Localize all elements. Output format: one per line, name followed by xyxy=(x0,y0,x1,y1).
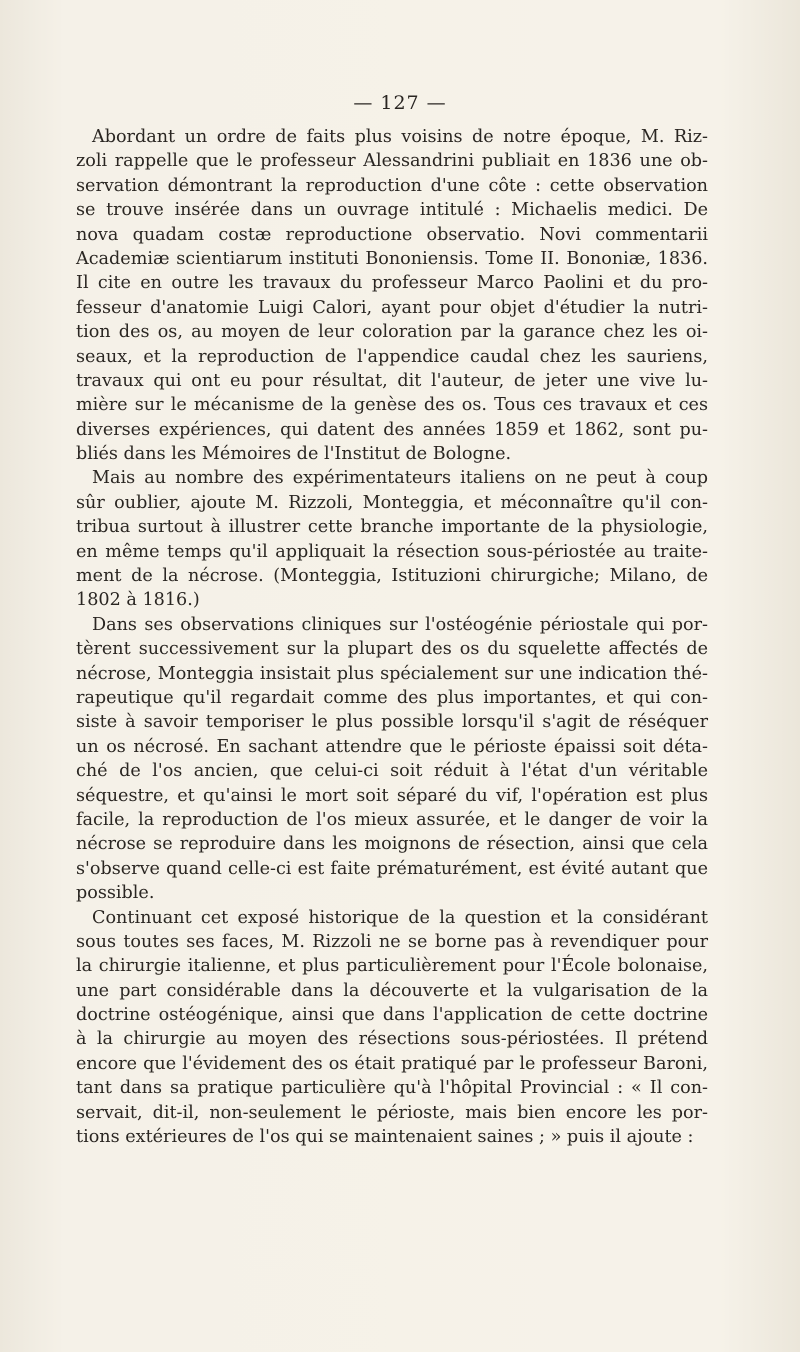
text-line: Continuant cet exposé historique de la question et la considérant xyxy=(92,907,708,928)
text-line: sûr oublier, ajoute M. Rizzoli, Monteggia, et méconnaître qu'il con- xyxy=(76,492,708,513)
text-line: en même temps qu'il appliquait la résection sous-périostée au traite- xyxy=(76,541,708,562)
text-line: bliés dans les Mémoires de l'Institut de Bologne. xyxy=(76,444,512,465)
paragraph xyxy=(76,466,708,612)
text-line: facile, la reproduction de l'os mieux assurée, et le danger de voir la xyxy=(76,809,708,830)
text-line: doctrine ostéogénique, ainsi que dans l'application de cette doctrine xyxy=(76,1005,708,1026)
paragraph xyxy=(76,906,708,1150)
text-line: possible. xyxy=(76,883,155,904)
text-line: encore que l'évidement des os était pratiqué par le professeur Baroni, xyxy=(76,1053,708,1074)
text-line: Mais au nombre des expérimentateurs italiens on ne peut à coup xyxy=(92,468,708,489)
text-line: séquestre, et qu'ainsi le mort soit séparé du vif, l'opération est plus xyxy=(76,785,708,806)
text-line: fesseur d'anatomie Luigi Calori, ayant pour objet d'étudier la nutri- xyxy=(76,297,708,318)
text-line: se trouve insérée dans un ouvrage intitulé : Michaelis medici. De xyxy=(76,200,708,221)
text-line: servait, dit-il, non-seulement le périoste, mais bien encore les por- xyxy=(76,1102,708,1123)
text-line: seaux, et la reproduction de l'appendice caudal chez les sauriens, xyxy=(76,346,708,367)
text-line: nécrose se reproduire dans les moignons de résection, ainsi que cela xyxy=(76,834,708,855)
text-line: rapeutique qu'il regardait comme des plus importantes, et qui con- xyxy=(76,687,708,708)
text-line: s'observe quand celle-ci est faite prématurément, est évité autant que xyxy=(76,858,708,879)
paragraph xyxy=(76,125,708,466)
text-line: tions extérieures de l'os qui se maintenaient saines ; » puis il ajoute : xyxy=(76,1127,694,1148)
text-line: nova quadam costæ reproductione observatio. Novi commentarii xyxy=(76,224,708,245)
text-line: siste à savoir temporiser le plus possible lorsqu'il s'agit de réséquer xyxy=(76,712,708,733)
text-line: une part considérable dans la découverte et la vulgarisation de la xyxy=(76,980,708,1001)
text-line: servation démontrant la reproduction d'une côte : cette observation xyxy=(76,175,708,196)
paragraph xyxy=(76,613,708,906)
text-line: ment de la nécrose. (Monteggia, Istituzioni chirurgiche; Milano, de xyxy=(76,566,708,587)
text-line: à la chirurgie au moyen des résections sous-périostées. Il prétend xyxy=(76,1029,708,1050)
text-line: Abordant un ordre de faits plus voisins de notre époque, M. Riz- xyxy=(92,127,708,147)
text-line: Dans ses observations cliniques sur l'ostéogénie périostale qui por- xyxy=(92,614,708,635)
page-number: — 127 — xyxy=(353,92,447,114)
text-line: nécrose, Monteggia insistait plus spécialement sur une indication thé- xyxy=(76,663,708,684)
text-line: 1802 à 1816.) xyxy=(76,590,200,611)
text-line: ché de l'os ancien, que celui-ci soit réduit à l'état d'un véritable xyxy=(76,761,708,782)
body-text xyxy=(76,125,708,1149)
text-line: diverses expériences, qui datent des années 1859 et 1862, sont pu- xyxy=(76,419,708,440)
text-line: Academiæ scientiarum instituti Bononiensis. Tome II. Bononiæ, 1836. xyxy=(76,248,708,269)
text-line: Il cite en outre les travaux du professeur Marco Paolini et du pro- xyxy=(76,273,708,294)
text-line: sous toutes ses faces, M. Rizzoli ne se borne pas à revendiquer pour xyxy=(76,931,708,952)
text-line: tant dans sa pratique particulière qu'à l'hôpital Provincial : « Il con- xyxy=(76,1078,708,1099)
text-line: mière sur le mécanisme de la genèse des os. Tous ces travaux et ces xyxy=(76,395,708,416)
text-line: un os nécrosé. En sachant attendre que le périoste épaissi soit déta- xyxy=(76,736,708,757)
text-line: travaux qui ont eu pour résultat, dit l'auteur, de jeter une vive lu- xyxy=(76,370,708,391)
text-line: tèrent successivement sur la plupart des os du squelette affectés de xyxy=(76,639,708,660)
text-line: tribua surtout à illustrer cette branche importante de la physiologie, xyxy=(76,517,708,538)
text-line: tion des os, au moyen de leur coloration par la garance chez les oi- xyxy=(76,322,708,343)
text-line: la chirurgie italienne, et plus particulièrement pour l'École bolonaise, xyxy=(76,956,708,977)
text-line: zoli rappelle que le professeur Alessandrini publiait en 1836 une ob- xyxy=(76,151,708,172)
